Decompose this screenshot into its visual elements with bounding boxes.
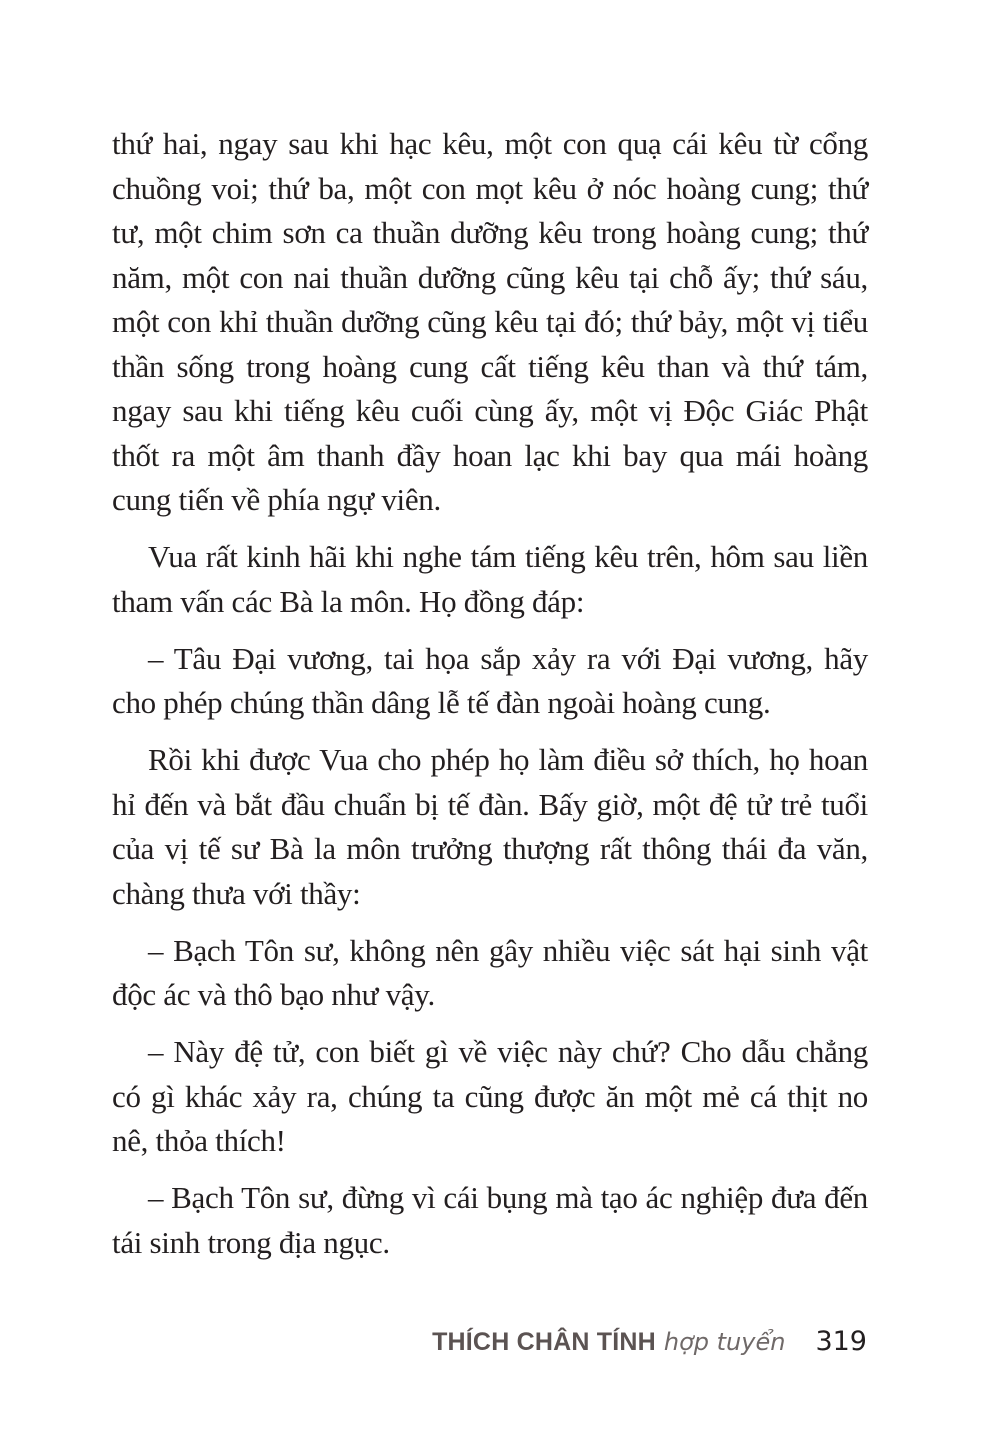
paragraph: Vua rất kinh hãi khi nghe tám tiếng kêu trên, hôm sau liền tham vấn các Bà la môn. Họ đồng đáp: [112, 539, 868, 619]
footer-subtitle: hợp tuyển [663, 1328, 786, 1356]
paragraph: – Bạch Tôn sư, không nên gây nhiều việc sát hại sinh vật độc ác và thô bạo như vậy. [112, 932, 868, 1012]
paragraph: thứ hai, ngay sau khi hạc kêu, một con quạ cái kêu từ cổng chuồng voi; thứ ba, một con mọt kêu ở nóc hoàng cung; thứ tư, một chim sơn ca thuần dưỡng kêu trong hoàng cung; thứ năm, một con nai thuần dưỡng cũng kêu tại chỗ ấy; thứ sáu, một con khỉ thuần dưỡng cũng kêu tại đó; thứ bảy, một vị tiểu thần sống trong hoàng cung cất tiếng kêu than và thứ tám, ngay sau khi tiếng kêu cuối cùng ấy, một vị Độc Giác Phật thốt ra một âm thanh đầy hoan lạc khi bay qua mái hoàng cung tiến về phía ngự viên. [112, 126, 868, 517]
page-number: 319 [815, 1326, 867, 1357]
page-body [112, 122, 868, 1278]
paragraph: – Tâu Đại vương, tai họa sắp xảy ra với Đại vương, hãy cho phép chúng thần dâng lễ tế đàn ngoài hoàng cung. [112, 640, 868, 720]
paragraph: Rồi khi được Vua cho phép họ làm điều sở thích, họ hoan hỉ đến và bắt đầu chuẩn bị tế đàn. Bấy giờ, một đệ tử trẻ tuổi của vị tế sư Bà la môn trưởng thượng rất thông thái đa văn, chàng thưa với thầy: [112, 742, 868, 911]
page-footer [0, 1326, 867, 1357]
footer-author: THÍCH CHÂN TÍNH [432, 1328, 656, 1356]
paragraph: – Này đệ tử, con biết gì về việc này chứ? Cho dẫu chẳng có gì khác xảy ra, chúng ta cũng được ăn một mẻ cá thịt no nê, thỏa thích! [112, 1034, 868, 1158]
paragraph: – Bạch Tôn sư, đừng vì cái bụng mà tạo ác nghiệp đưa đến tái sinh trong địa ngục. [112, 1180, 868, 1260]
